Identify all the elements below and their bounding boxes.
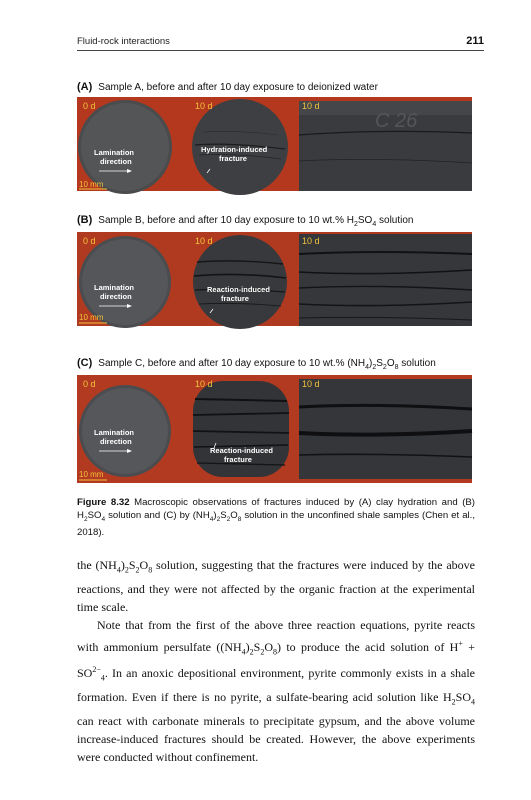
panel-c-title [77,357,436,371]
time-label: 0 d [83,236,96,246]
panel-b-title [77,214,414,228]
body-text [77,556,475,767]
subscript: 2 [353,221,358,228]
subscript: 4 [101,515,106,523]
superscript: 2− [92,665,101,675]
text-run: + SO [77,639,475,681]
subscript: 2 [249,646,254,656]
lamination-label: direction [100,157,132,166]
subscript: 4 [372,221,377,228]
subscript: 8 [148,565,153,575]
scale-bar-label: 10 mm [79,313,104,322]
lamination-label: Lamination [94,283,135,292]
figure-label: Figure 8.32 [77,497,130,508]
fracture-label: fracture [219,154,247,163]
scale-bar-label: 10 mm [79,470,104,479]
time-label: 10 d [195,101,213,111]
text-run: ) [120,558,125,572]
fracture-label: Reaction-induced [210,446,273,455]
paragraph [77,616,475,766]
subscript: 4 [241,646,246,656]
text-run: S [128,558,136,572]
panel-c-letter: (C) [77,357,93,369]
subscript: 8 [394,364,399,371]
chapter-title: Fluid-rock interactions [77,36,170,47]
time-label: 10 d [302,236,320,246]
text-run: solution, suggesting that the fractures were induced by the above reactions, and they were not affected by the organic fraction at the experimental time scale. [77,558,475,614]
caption-text: O [230,510,238,521]
time-label: 10 d [195,236,213,246]
subscript: 2 [451,697,456,707]
panel-c-title-text: S [376,358,383,369]
text-run: can react with carbonate minerals to precipitate gypsum, and the above volume increase-induced fractures should be created. However, the above experiments were conducted without confinement. [77,713,475,765]
text-run: ) to produce the acid solution of H [277,639,459,654]
panel-a-title-text: Sample A, before and after 10 day exposure to deionized water [98,82,378,93]
subscript: 4 [100,673,105,683]
subscript: 2 [216,515,221,523]
figure-caption [77,496,475,539]
panel-b-title-text: Sample B, before and after 10 day exposure to 10 wt.% H [98,215,354,226]
subscript: 8 [273,646,278,656]
subscript: 4 [365,364,369,371]
text-run: O [264,639,274,654]
paragraph [77,556,475,616]
subscript: 2 [372,364,377,371]
text-run: the (NH [77,558,117,572]
header-rule [77,50,484,51]
text-run: O [139,558,149,572]
time-label: 10 d [302,379,320,389]
fracture-label: fracture [221,294,249,303]
subscript: 4 [471,697,475,707]
panel-a-title [77,81,378,93]
panel-c-title-text: ) [369,358,373,369]
sample-cylinder [299,379,472,479]
caption-text: ) [213,510,217,521]
text-run: S [253,639,261,654]
subscript: 2 [382,364,387,371]
lamination-label: Lamination [94,428,135,437]
panel-c-title-text: O [386,358,395,369]
text-run: Note that from the first of the above three reaction equations, pyrite reacts with ammonium persulfate ((NH [77,618,475,654]
svg-text:C 26: C 26 [375,110,418,132]
fracture-label: Hydration-induced [201,145,268,154]
lamination-label: direction [100,292,132,301]
subscript: 2 [260,646,265,656]
panel-b-title-text: SO [357,215,373,226]
time-label: 0 d [83,379,96,389]
panel-b-photo [77,232,472,326]
caption-text: solution in the unconfined shale samples (Chen et al., 2018). [77,510,476,538]
page-number: 211 [466,35,484,47]
caption-text: SO [87,510,102,521]
fracture-label: fracture [224,455,252,464]
panel-b-title-text: solution [376,215,414,226]
lamination-label: direction [100,437,132,446]
panel-c-title-text: solution [398,358,436,369]
sample-disc [193,235,287,329]
subscript: 4 [209,515,214,523]
panel-b-letter: (B) [77,214,93,226]
time-label: 10 d [302,101,320,111]
lamination-label: Lamination [94,148,135,157]
panel-c-photo [77,375,472,479]
text-run: ) [245,639,250,654]
time-label: 0 d [83,101,96,111]
subscript: 2 [83,515,88,523]
scale-bar-label: 10 mm [79,180,104,189]
superscript: + [458,638,463,648]
panel-a-letter: (A) [77,81,93,93]
subscript: 2 [124,565,129,575]
fracture-label: Reaction-induced [207,285,270,294]
panel-c-title-text: Sample C, before and after 10 day exposure to 10 wt.% (NH [98,358,366,369]
caption-text: S [220,510,227,521]
subscript: 2 [135,565,140,575]
subscript: 2 [226,515,231,523]
subscript: 4 [116,565,121,575]
subscript: 8 [237,515,242,523]
caption-text: solution and (C) by (NH [105,510,210,521]
panel-a-photo [77,97,472,191]
sample-cylinder [299,234,472,326]
caption-text: Macroscopic observations of fractures induced by (A) clay hydration and (B) H [77,497,475,521]
time-label: 10 d [195,379,213,389]
text-run: SO [455,689,471,704]
text-run: . In an anoxic depositional environment, pyrite commonly exists in a shale formation. Even if there is no pyrite, a sulfate-bearing acid solution like H [77,666,475,704]
